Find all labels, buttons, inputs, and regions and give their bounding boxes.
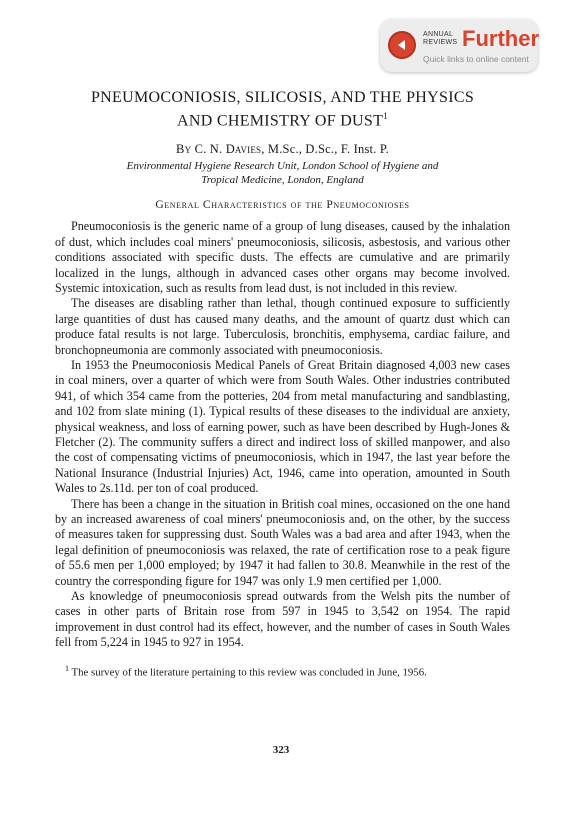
paragraph: In 1953 the Pneumoconiosis Medical Panels of Great Britain diagnosed 4,003 new cases in coal miners, over a quarter of which were from South Wales. Other industries contributed 941, of which 354 came from the potteries, 204 from metal manufacturing and sandblasting, and 102 from slate mining (1). Typical results of these diseases to the individual are anxiety, physical weakness, and loss of earning power, such as have been described by Hugh-Jones & Fletcher (2). The community suffers a direct and indirect loss of skilled manpower, and also the cost of compensating victims of pneumoconiosis, which in 1947, the last year before the National Insurance (Industrial Injuries) Act, 1946, came into operation, amounted in South Wales to 2s.11d. per ton of coal produced. xyxy=(55,357,510,496)
footnote: $^1$ The survey of the literature pertaining to this review was concluded in June, 1956. xyxy=(65,663,427,679)
section-heading: General Characteristics of the Pneumoconioses xyxy=(155,199,410,212)
further-subtitle: Quick links to online content xyxy=(423,54,529,64)
further-annual-reviews-label: ANNUAL REVIEWS xyxy=(423,31,458,46)
paragraph: There has been a change in the situation in British coal mines, occasioned on the one hand by an increased awareness of coal miners' pneumoconiosis and, on the other, by the success of measures taken for suppressing dust. South Wales was a bad area and after 1943, when the legal definition of pneumoconiosis was relaxed, the rate of certification rose to a peak figure of 55.6 men per 1,000 employed; by 1947 it had fallen to 30.8. Meanwhile in the rest of the country the corresponding figure for 1947 was only 1.9 men certified per 1,000. xyxy=(55,496,510,588)
affiliation: Environmental Hygiene Research Unit, London School of Hygiene and Tropical Medicine, London, England xyxy=(126,160,439,187)
paragraph: As knowledge of pneumoconiosis spread outwards from the Welsh pits the number of cases in other parts of Britain rose from 597 in 1945 to 3,542 on 1954. The rapid improvement in dust control had its effect, however, and the number of cases in South Wales fell from 5,224 in 1945 to 927 in 1954. xyxy=(55,589,510,650)
author-degrees: , M.Sc., D.Sc., F. Inst. P. xyxy=(261,142,389,157)
footnote-mark: 1 xyxy=(65,663,69,673)
title-footnote-mark: 1 xyxy=(383,111,388,121)
further-title: Further xyxy=(462,26,539,51)
article-page xyxy=(55,88,510,679)
article-body xyxy=(55,219,510,650)
paragraph: Pneumoconiosis is the generic name of a group of lung diseases, caused by the inhalation of dust, which includes coal miners' pneumoconiosis, silicosis, asbestosis, and various other conditions associated with specific dusts. The effects are cumulative and are primarily localized in the lungs, although in advanced cases other organs may become involved. Systemic intoxication, such as results from lead dust, is not included in this review. xyxy=(55,219,510,295)
byline: By C. N. Davies, M.Sc., D.Sc., F. Inst. P. xyxy=(176,142,389,157)
paragraph: The diseases are disabling rather than lethal, though continued exposure to sufficiently large quantities of dust has caused many deaths, and the amount of quartz dust which can produce fatal results is not large. Tuberculosis, bronchitis, emphysema, cardiac failure, and bronchopneumonia are commonly associated with pneumoconiosis. xyxy=(55,296,510,357)
further-badge[interactable] xyxy=(380,19,538,72)
author-name: C. N. Davies xyxy=(194,142,262,157)
further-arrow-icon xyxy=(388,31,416,59)
article-title: PNEUMOCONIOSIS, SILICOSIS, AND THE PHYSICS AND CHEMISTRY OF DUST$^1$ xyxy=(90,89,475,130)
page-number: 323 xyxy=(272,744,290,756)
